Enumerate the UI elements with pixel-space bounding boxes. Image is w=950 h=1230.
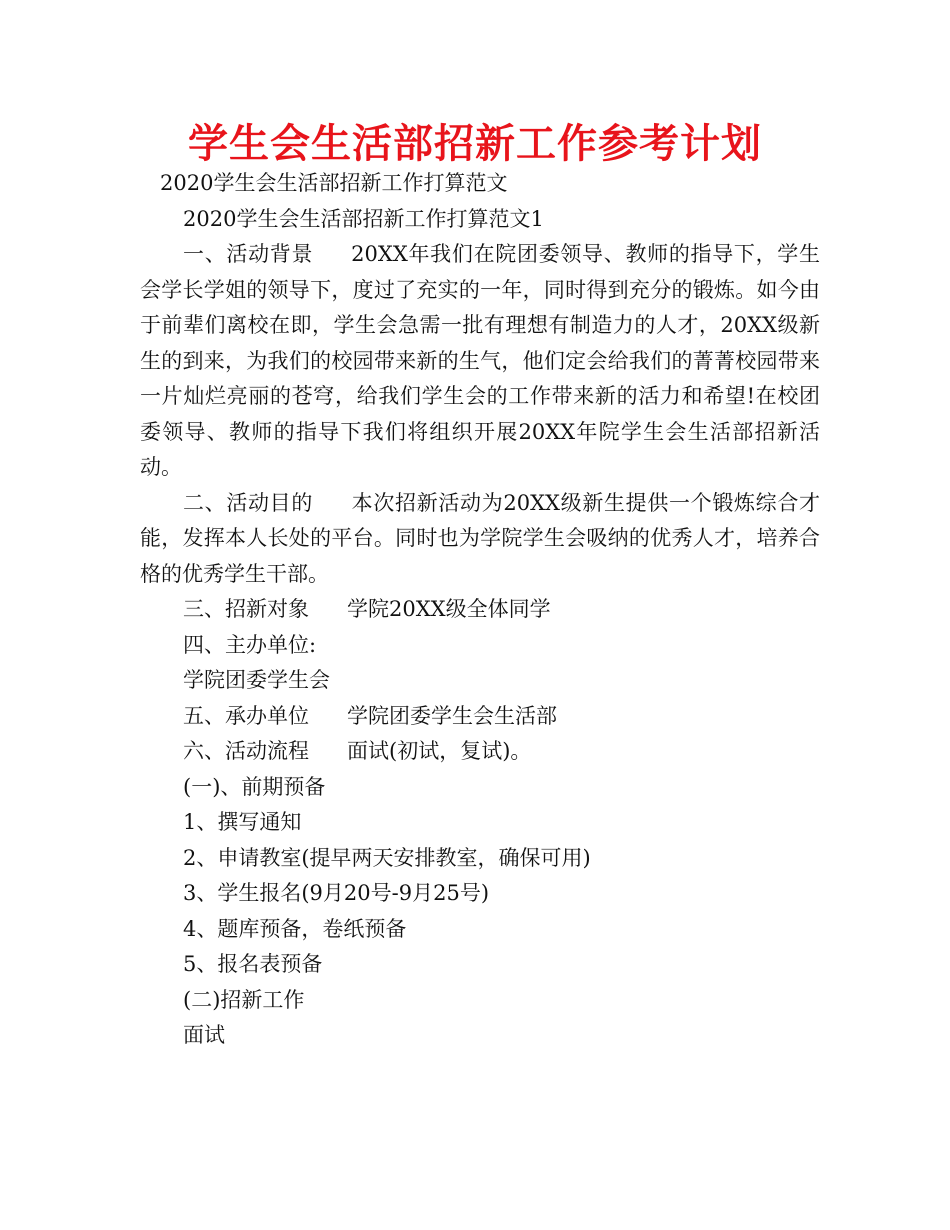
section-label: 三、招新对象 xyxy=(183,597,309,621)
document-body xyxy=(140,166,820,1054)
section-target xyxy=(140,592,820,628)
section-purpose xyxy=(140,486,820,593)
list-item: 5、报名表预备 xyxy=(183,952,323,976)
section-text: 学院20XX级全体同学 xyxy=(347,597,551,621)
section-text: 20XX年我们在院团委领导、教师的指导下，学生会学长学姐的领导下，度过了充实的一年，同时得到充分的锻炼。如今由于前辈们离校在即，学生会急需一批有理想有制造力的人才，20XX级新生的到来，为我们的校园带来新的生气，他们定会给我们的菁菁校园带来一片灿烂亮丽的苍穹，给我们学生会的工作带来新的活力和希望!在校团委领导、教师的指导下我们将组织开展20XX年院学生会生活部招新活动。 xyxy=(140,242,820,479)
host-value: 学院团委学生会生活部 xyxy=(347,703,557,728)
section-label: 二、活动目的 xyxy=(183,490,314,515)
list-item: 1、撰写通知 xyxy=(183,810,302,834)
section-background xyxy=(140,237,820,486)
process-label: 六、活动流程 xyxy=(183,739,309,763)
document-title: 学生会生活部招新工作参考计划 xyxy=(188,121,762,167)
host-line xyxy=(140,699,820,735)
document-subtitle: 2020学生会生活部招新工作打算范文 xyxy=(160,171,508,195)
recruit-item: 面试 xyxy=(183,1023,225,1047)
host-label: 五、承办单位 xyxy=(183,703,309,728)
recruit-heading: (二)招新工作 xyxy=(183,987,305,1012)
section-label: 一、活动背景 xyxy=(183,242,314,266)
prep-heading: (一)、前期预备 xyxy=(183,774,326,799)
list-item: 3、学生报名(9月20号-9月25号) xyxy=(183,881,490,905)
organizer-value: 学院团委学生会 xyxy=(183,668,330,692)
process-line xyxy=(140,734,820,770)
list-item: 4、题库预备，卷纸预备 xyxy=(183,916,407,941)
list-item: 2、申请教室(提早两天安排教室，确保可用) xyxy=(183,845,591,870)
section-title: 2020学生会生活部招新工作打算范文1 xyxy=(183,206,544,231)
organizer-label: 四、主办单位: xyxy=(183,632,317,657)
process-value: 面试(初试，复试)。 xyxy=(347,739,532,763)
section-text: 本次招新活动为20XX级新生提供一个锻炼综合才能，发挥本人长处的平台。同时也为学院学生会吸纳的优秀人才，培养合格的优秀学生干部。 xyxy=(140,490,821,586)
